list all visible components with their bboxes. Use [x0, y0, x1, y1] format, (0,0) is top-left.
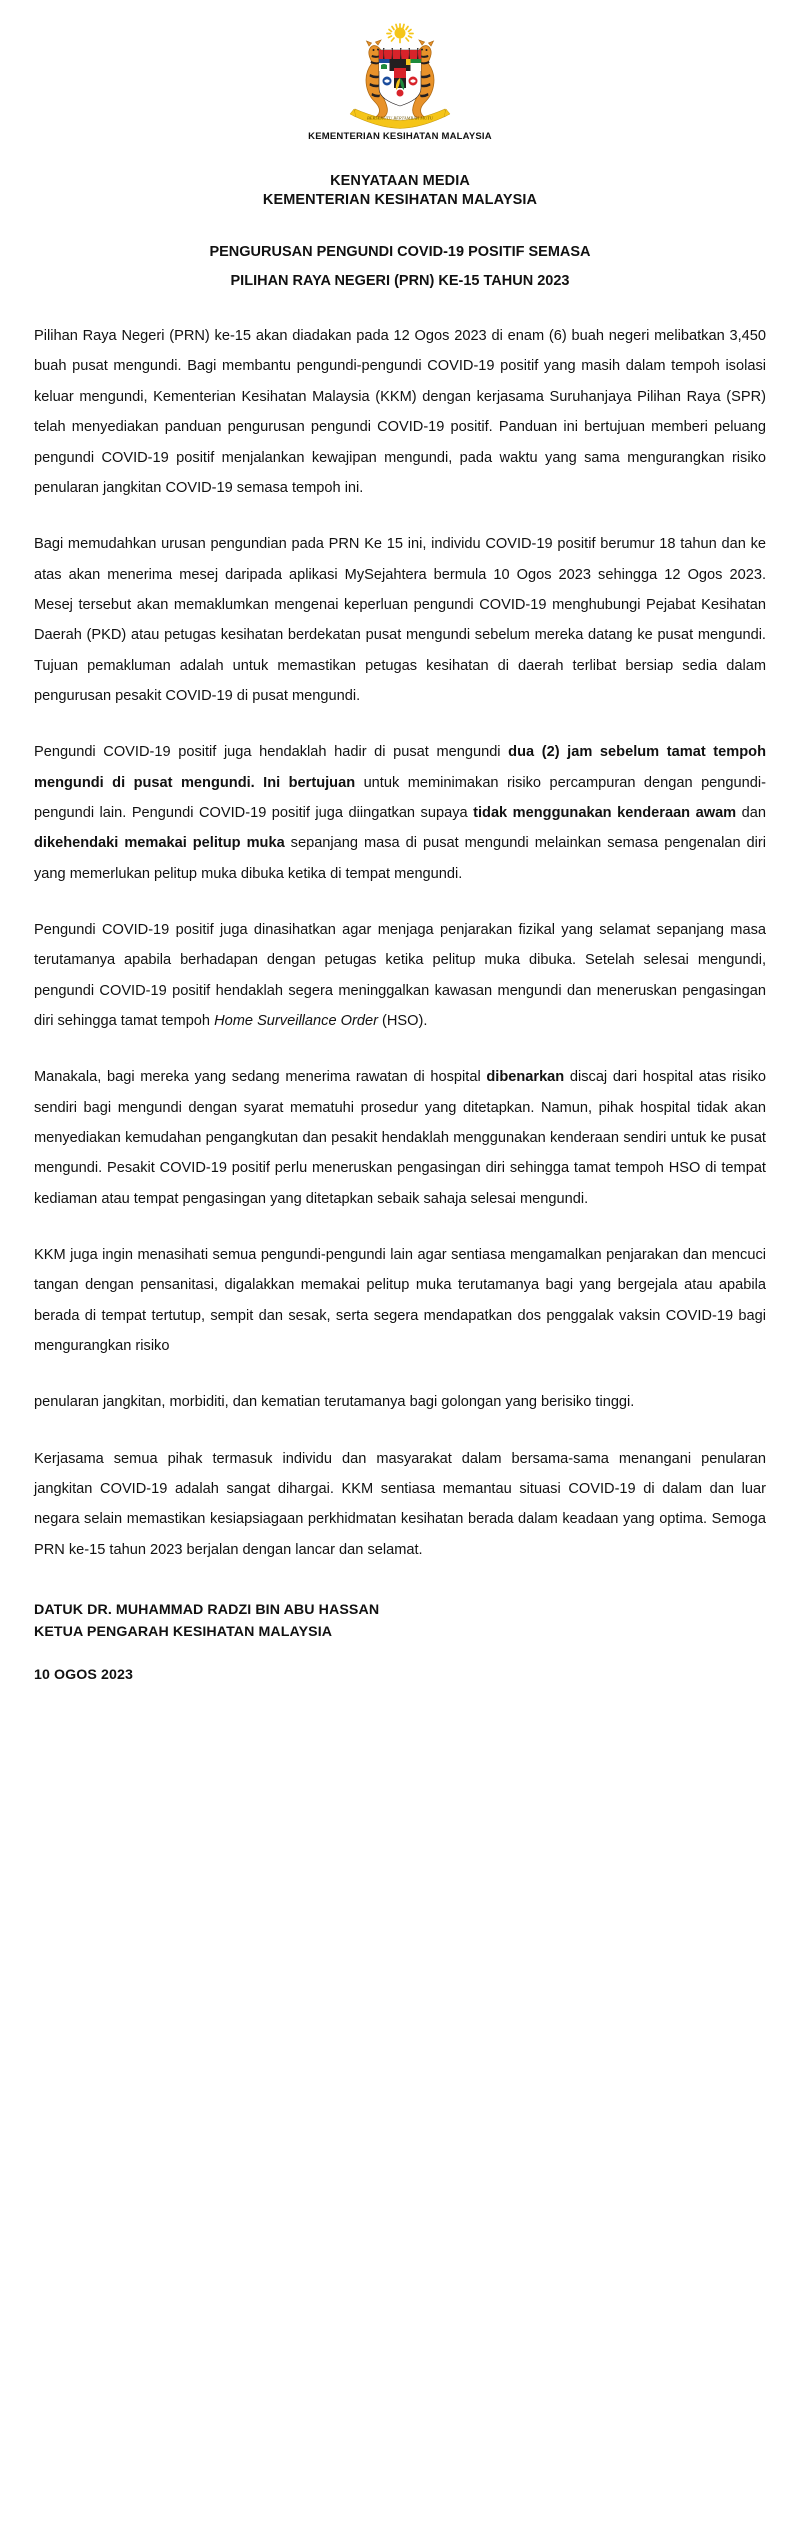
- statement-date: 10 OGOS 2023: [34, 1667, 133, 1684]
- paragraph-4-italic-term: Home Surveillance Order: [214, 1013, 378, 1029]
- paragraph-8-text: Kerjasama semua pihak termasuk individu dan masyarakat dalam bersama-sama menangani penularan jangkitan COVID-19 adalah sangat dihargai. KKM sentiasa memantau situasi COVID-19 di dalam dan luar negara selain memastikan kesiapsiagaan perkhidmatan kesihatan berada dalam keadaan yang optima. Semoga PRN ke-15 tahun 2023 berjalan dengan lancar dan selamat.: [34, 1450, 766, 1558]
- paragraph-6-text: KKM juga ingin menasihati semua pengundi-pengundi lain agar sentiasa mengamalkan penjarakan dan mencuci tangan dengan pensanitasi, digalakkan memakai pelitup muka terutamanya bagi yang bergejala atau apabila berada di tempat tertutup, sempit dan sesak, serta segera mendapatkan dos penggalak vaksin COVID-19 bagi mengurangkan risiko: [34, 1247, 766, 1355]
- paragraph-4-text-b: (HSO).: [377, 1013, 428, 1029]
- paragraph-3-text-a: Pengundi COVID-19 positif juga hendaklah hadir di pusat mengundi: [34, 744, 509, 761]
- paragraph-5-text-c: discaj dari hospital atas risiko sendiri bagi mengundi dengan syarat mematuhi prosedur yang ditetapkan. Namun, pihak hospital tidak akan menyediakan kemudahan pengangkutan dan pesakit hendaklah menggunakan kenderaan sendiri untuk ke pusat mengundi. Pesakit COVID-19 positif perlu meneruskan pengasingan diri sehingga tamat tempoh HSO di tempat kediaman atau tempat pengasingan yang ditetapkan sebaik sahaja selesai mengundi.: [34, 1069, 767, 1207]
- paragraph-3-text-c: untuk meminimakan risiko percampuran dengan pengundi-pengundi lain. Pengundi COVID-19 positif juga diingatkan supaya: [34, 774, 766, 821]
- paragraph-3-emphasis-1: dua (2) jam sebelum tamat tempoh mengundi di pusat mengundi. Ini bertujuan: [34, 744, 766, 791]
- ministry-caption: KEMENTERIAN KESIHATAN MALAYSIA: [308, 131, 492, 142]
- signature-block: [34, 1599, 766, 1683]
- paragraph-2: [34, 529, 766, 711]
- paragraph-7-text: penularan jangkitan, morbiditi, dan kematian terutamanya bagi golongan yang berisiko tinggi.: [34, 1394, 635, 1411]
- document-subject: [34, 238, 766, 297]
- motto-ribbon: [350, 109, 450, 129]
- subject-line-1: PENGURUSAN PENGUNDI COVID-19 POSITIF SEMASA: [209, 243, 591, 260]
- paragraph-5-emphasis-1: dibenarkan: [486, 1069, 565, 1086]
- paragraph-3-emphasis-3: dikehendaki memakai pelitup muka: [34, 835, 285, 852]
- paragraph-3-emphasis-2: tidak menggunakan kenderaan awam: [473, 804, 737, 821]
- subject-line-2: PILIHAN RAYA NEGERI (PRN) KE-15 TAHUN 2023: [230, 273, 570, 290]
- document-title: [34, 172, 766, 210]
- title-line-1: KENYATAAN MEDIA: [330, 173, 470, 189]
- letterhead: [34, 10, 766, 142]
- paragraph-6: [34, 1240, 766, 1361]
- paragraph-5: [34, 1062, 766, 1214]
- paragraph-5-text-a: Manakala, bagi mereka yang sedang menerima rawatan di hospital: [34, 1069, 487, 1086]
- signatory-position: KETUA PENGARAH KESIHATAN MALAYSIA: [34, 1624, 333, 1641]
- svg-text:BERSEKUTU BERTAMBAH MUTU: BERSEKUTU BERTAMBAH MUTU: [367, 115, 433, 121]
- paragraph-3: [34, 737, 766, 889]
- signatory-name: DATUK DR. MUHAMMAD RADZI BIN ABU HASSAN: [34, 1602, 380, 1619]
- paragraph-7: [34, 1387, 766, 1417]
- paragraph-1: [34, 321, 766, 503]
- paragraph-4: [34, 915, 766, 1036]
- paragraph-2-text: Bagi memudahkan urusan pengundian pada PRN Ke 15 ini, individu COVID-19 positif berumur 18 tahun dan ke atas akan menerima mesej daripada aplikasi MySejahtera bermula 10 Ogos 2023 sehingga 12 Ogos 2023. Mesej tersebut akan memaklumkan mengenai keperluan pengundi COVID-19 menghubungi Pejabat Kesihatan Daerah (PKD) atau petugas kesihatan berdekatan pusat mengundi sebelum mereka datang ke pusat mengundi. Tujuan pemakluman adalah untuk memastikan petugas kesihatan di daerah terlibat bersiap sedia dalam pengurusan pesakit COVID-19 di pusat mengundi.: [34, 536, 766, 704]
- shield: [379, 48, 421, 106]
- paragraph-3-text-e: sepanjang masa di pusat mengundi melainkan semasa pengenalan diri yang memerlukan pelitup muka dibuka ketika di tempat mengundi.: [34, 835, 766, 882]
- paragraph-3-text-d: dan: [736, 804, 767, 821]
- paragraph-4-text-a: Pengundi COVID-19 positif juga dinasihatkan agar menjaga penjarakan fizikal yang selamat sepanjang masa terutamanya apabila berhadapan dengan petugas ketika pelitup muka dibuka. Setelah selesai mengundi, pengundi COVID-19 positif hendaklah segera meninggalkan kawasan mengundi dan meneruskan pengasingan diri sehingga tamat tempoh: [34, 921, 766, 1029]
- paragraph-1-text: Pilihan Raya Negeri (PRN) ke-15 akan diadakan pada 12 Ogos 2023 di enam (6) buah negeri melibatkan 3,450 buah pusat mengundi. Bagi membantu pengundi-pengundi COVID-19 positif yang masih dalam tempoh isolasi keluar mengundi, Kementerian Kesihatan Malaysia (KKM) dengan kerjasama Suruhanjaya Pilihan Raya (SPR) telah menyediakan panduan pengurusan pengundi COVID-19 positif. Panduan ini bertujuan memberi peluang pengundi COVID-19 positif menjalankan kewajipan mengundi, pada waktu yang sama mengurangkan risiko penularan jangkitan COVID-19 semasa tempoh ini.: [34, 328, 766, 496]
- title-line-2: KEMENTERIAN KESIHATAN MALAYSIA: [262, 191, 538, 208]
- document-body: [34, 321, 766, 1565]
- jata-negara-coat-of-arms-icon: [326, 18, 474, 130]
- paragraph-8: [34, 1444, 766, 1565]
